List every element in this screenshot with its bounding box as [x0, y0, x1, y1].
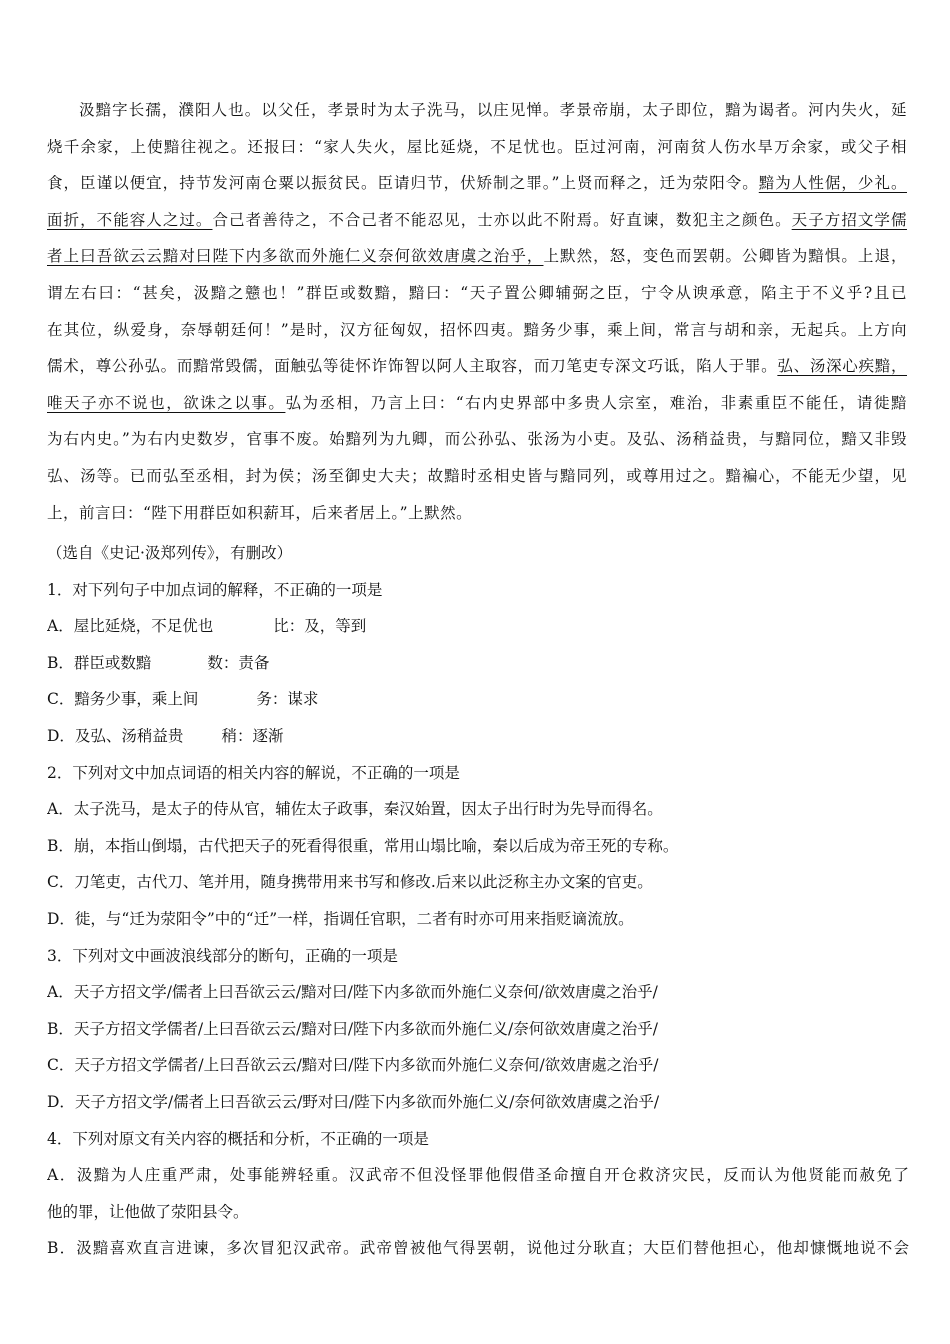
- passage-text: 合己者善待之，不合己者不能忍见，士亦以此不附焉。好直谏，数犯主之颜色。: [212, 210, 792, 229]
- passage-text: 儒术，尊公孙弘。而黯常毁儒，面触弘等徒怀诈饰智以阿人主取容，而刀笔吏专深文巧诋，陷人于罪。: [47, 357, 778, 376]
- question-1-option-d: D．及弘、汤稍益贵 稍：逐渐: [47, 726, 284, 745]
- question-1-option-a: A．屋比延烧，不足优也 比：及，等到: [47, 617, 367, 636]
- passage-line: [47, 208, 907, 245]
- question-1-option-b: B．群臣或数黯 数：责备: [47, 653, 270, 672]
- passage-line: [47, 427, 907, 464]
- passage-line: [47, 98, 907, 135]
- question-4-option-a-line-2: 他的罪，让他做了荥阳县令。: [47, 1202, 249, 1221]
- passage-text: 谓左右曰：“甚矣，汲黯之戆也！”群臣或数黯，黯曰：“天子置公卿辅弼之臣，宁令从谀承意，陷主于不义乎?且已: [47, 283, 907, 302]
- question-3-option-b: B．天子方招文学儒者/上曰吾欲云云/黯对曰/陛下内多欲而外施仁义/奈何欲效唐虞之治乎/: [47, 1019, 659, 1038]
- passage-line: [47, 281, 907, 318]
- question-2-option-a: A．太子洗马，是太子的侍从官，辅佐太子政事，秦汉始置，因太子出行时为先导而得名。: [47, 800, 663, 819]
- question-2-option-c: C．刀笔吏，古代刀、笔并用，随身携带用来书写和修改.后来以此泛称主办文案的官吏。: [47, 873, 653, 892]
- question-2-option-b: B．崩，本指山倒塌，古代把天子的死看得很重，常用山塌比喻，秦以后成为帝王死的专称。: [47, 836, 679, 855]
- passage-text: 食，臣谨以便宜，持节发河南仓粟以振贫民。臣请归节，伏矫制之罪。”上贤而释之，迁为荥阳令。: [47, 174, 759, 193]
- classical-passage: [47, 98, 907, 537]
- passage-line: [47, 135, 907, 172]
- questions-section: [47, 541, 909, 1273]
- passage-text: 为右内史。”为右内史数岁，官事不废。始黯列为九卿，而公孙弘、张汤为小吏。及弘、汤稍益贵，与黯同位，黯又非毁: [47, 430, 907, 449]
- passage-line: [47, 318, 907, 355]
- passage-text: 弘为丞相，乃言上曰：“右内史界部中多贵人宗室，难治，非素重臣不能任，请徙黯: [285, 393, 907, 412]
- passage-text: 上默然，怒，变色而罢朝。公卿皆为黯惧。上退，: [543, 247, 907, 266]
- question-3-stem: 3．下列对文中画波浪线部分的断句，正确的一项是: [47, 946, 398, 965]
- wavy-underlined-sentence: 者上曰吾欲云云黯对曰陛下内多欲而外施仁义奈何欲效唐虞之治乎，: [47, 247, 544, 266]
- question-2-option-d: D．徙，与“迁为荥阳令”中的“迁”一样，指调任官职，二者有时亦可用来指贬谪流放。: [47, 909, 634, 928]
- passage-line: [47, 501, 907, 538]
- passage-text: 汲黯字长孺，濮阳人也。以父任，孝景时为太子洗马，以庄见惮。孝景帝崩，太子即位，黯为谒者。河内失火，延: [79, 101, 907, 119]
- question-4-stem: 4．下列对原文有关内容的概括和分析，不正确的一项是: [47, 1129, 429, 1148]
- question-3-option-d: D．天子方招文学/儒者上曰吾欲云云/野对曰/陛下内多欲而外施仁义/奈何欲效唐虞之治乎/: [47, 1092, 660, 1111]
- passage-line: [47, 464, 907, 501]
- passage-text: 弘、汤等。已而弘至丞相，封为侯；汤至御史大夫；故黯时丞相史皆与黯同列，或尊用过之。黯褊心，不能无少望，见: [47, 466, 907, 485]
- question-3-option-c: C．天子方招文学儒者/上曰吾欲云云/黯对曰/陛下内多欲而外施仁义奈何/欲效唐處之治乎/: [47, 1056, 659, 1075]
- question-4-option-a-line-1: A．汲黯为人庄重严肃，处事能辨轻重。汉武帝不但没怪罪他假借圣命擅自开仓救济灾民，反而认为他贤能而赦免了: [47, 1166, 909, 1185]
- question-2-stem: 2．下列对文中加点词语的相关内容的解说，不正确的一项是: [47, 763, 460, 782]
- passage-line: [47, 244, 907, 281]
- underlined-sentence: 面折，不能容人之过。: [47, 210, 213, 229]
- passage-line: [47, 391, 907, 428]
- underlined-sentence: 唯天子亦不说也，欲诛之以事。: [47, 393, 286, 412]
- question-4-option-b-line-1: B．汲黯喜欢直言进谏，多次冒犯汉武帝。武帝曾被他气得罢朝，说他过分耿直；大臣们替他担心，他却慷慨地说不会: [47, 1239, 909, 1258]
- underlined-sentence: 黯为人性倨，少礼。: [758, 174, 907, 193]
- wavy-underlined-sentence: 天子方招文学儒: [791, 210, 907, 229]
- question-1-option-c: C．黯务少事，乘上间 务：谋求: [47, 690, 319, 709]
- passage-line: [47, 171, 907, 208]
- underlined-sentence: 弘、汤深心疾黯，: [777, 357, 907, 376]
- passage-text: 在其位，纵爱身，奈辱朝廷何！”是时，汉方征匈奴，招怀四夷。黯务少事，乘上间，常言与胡和亲，无起兵。上方向: [47, 320, 907, 339]
- passage-text: 烧千余家，上使黯往视之。还报曰：“家人失火，屋比延烧，不足忧也。臣过河南，河南贫人伤水旱万余家，或父子相: [47, 137, 907, 156]
- passage-text: 上，前言曰：“陛下用群臣如积薪耳，后来者居上。”上默然。: [47, 503, 473, 522]
- question-1-stem: 1．对下列句子中加点词的解释，不正确的一项是: [47, 580, 383, 599]
- passage-line: [47, 354, 907, 391]
- question-3-option-a: A．天子方招文学/儒者上曰吾欲云云/黯对曰/陛下内多欲而外施仁义奈何/欲效唐虞之治乎/: [47, 983, 658, 1002]
- source-citation: （选自《史记·汲郑列传》，有删改）: [47, 544, 293, 562]
